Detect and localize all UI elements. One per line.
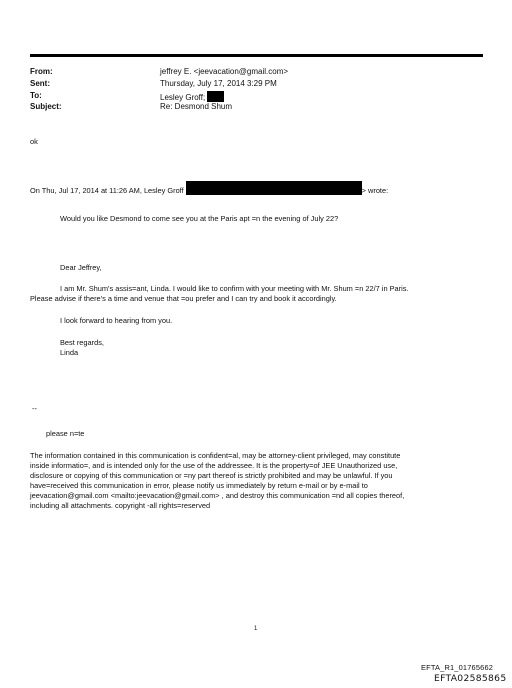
redaction-box: [186, 181, 362, 195]
bates-number-secondary: EFTA02585865: [434, 673, 507, 684]
disclaimer-line: including all attachments. copyright -all rights=reserved: [30, 501, 211, 510]
paragraph-2: I look forward to hearing from you.: [60, 316, 173, 325]
separator-text: --: [32, 404, 37, 413]
quote-suffix: > wrote:: [361, 186, 389, 195]
disclaimer-line: jeevacation@gmail.com <mailto:jeevacation@gmail.com> , and destroy this communication =nd all copies thereof,: [30, 491, 405, 500]
reply-text: ok: [30, 137, 38, 146]
disclaimer-line: have=received this communication in error, please notify us immediately by return e-mail or by e-mail to: [30, 481, 368, 490]
sent-value: Thursday, July 17, 2014 3:29 PM: [160, 79, 277, 88]
bates-number-primary: EFTA_R1_01765662: [421, 663, 494, 672]
redaction-box: [207, 91, 224, 102]
disclaimer-line: inside informatio=, and is intended only for the use of the addressee. It is the property=of JEE Unauthorized use,: [30, 461, 398, 470]
to-value: Lesley Groff;: [160, 93, 206, 102]
to-label: To:: [30, 91, 42, 100]
paragraph-1-line-1: I am Mr. Shum's assis=ant, Linda. I would like to confirm with your meeting with Mr. Shum =n 22/7 in Paris.: [60, 284, 409, 293]
sent-label: Sent:: [30, 79, 50, 88]
from-value: jeffrey E. <jeevacation@gmail.com>: [160, 67, 289, 76]
subject-label: Subject:: [30, 102, 62, 111]
header-rule: [30, 54, 483, 57]
subject-value: Re: Desmond Shum: [160, 102, 233, 111]
disclaimer-line: The information contained in this communication is confident=al, may be attorney-client privileged, may constitute: [30, 451, 401, 460]
greeting-text: Dear Jeffrey,: [60, 263, 102, 272]
question-text: Would you like Desmond to come see you at the Paris apt =n the evening of July 22?: [60, 214, 339, 223]
signature-text: Linda: [60, 348, 79, 357]
from-label: From:: [30, 67, 53, 76]
please-note-text: please n=te: [46, 429, 85, 438]
disclaimer-line: disclosure or copying of this communication or =ny part thereof is strictly prohibited and may be unlawful. If you: [30, 471, 393, 480]
page-number: 1: [254, 626, 258, 632]
quote-attribution: [30, 181, 388, 196]
paragraph-1-line-2: Please advise if there's a time and venue that =ou prefer and I can try and book it accordingly.: [30, 294, 337, 303]
quote-prefix: On Thu, Jul 17, 2014 at 11:26 AM, Lesley Groff: [30, 186, 184, 195]
signoff-text: Best regards,: [60, 338, 104, 347]
